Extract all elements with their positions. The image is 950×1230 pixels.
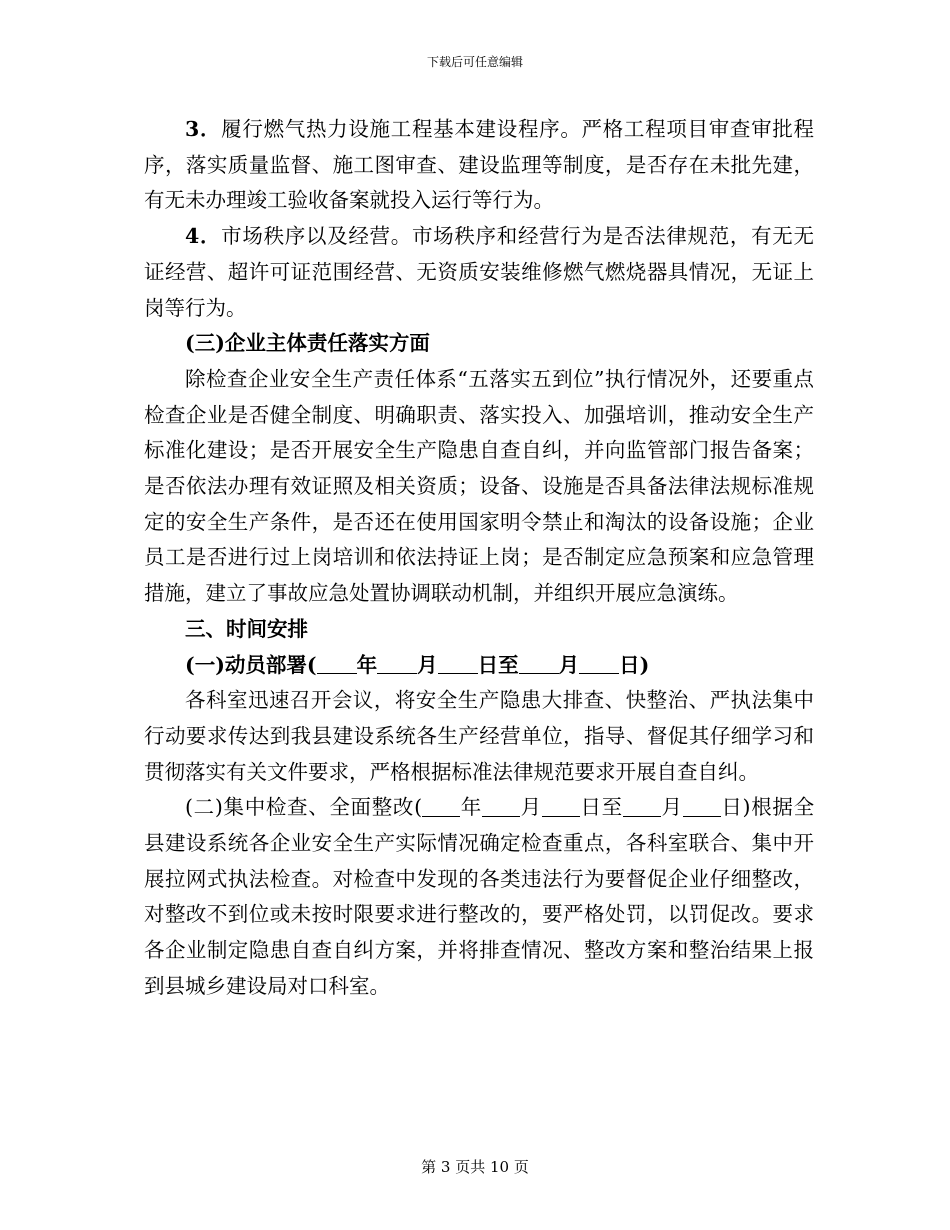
item-number: 4． — [185, 224, 222, 249]
page-header: 下载后可任意编辑 — [426, 55, 523, 69]
blank-field — [482, 795, 520, 817]
blank-field — [377, 653, 417, 675]
paragraph-item-3 — [144, 112, 814, 219]
paragraph-item-4 — [144, 219, 814, 326]
month-label: 月 — [660, 795, 683, 820]
blank-field — [519, 653, 559, 675]
heading-prefix: (二)集中检查、全面整改( — [185, 795, 423, 820]
page-footer: 第 3 页共 10 页 — [421, 1158, 529, 1176]
day-to-label: 日至 — [477, 652, 519, 677]
subheading-mobilization — [144, 648, 814, 684]
paragraph-mobilization: 各科室迅速召开会议，将安全生产隐患大排查、快整治、严执法集中行动要求传达到我县建设系统各生产经营单位，指导、督促其仔细学习和贯彻落实有关文件要求，严格根据标准法律规范要求开展自查自纠。 — [144, 688, 814, 784]
paragraph-inspection — [144, 790, 814, 1004]
paragraph-enterprise-responsibility: 除检查企业安全生产责任体系“五落实五到位”执行情况外，还要重点检查企业是否健全制度、明确职责、落实投入、加强培训，推动安全生产标准化建设；是否开展安全生产隐患自查自纠，并向监管部门报告备案；是否依法办理有效证照及相关资质；设备、设施是否具备法律法规标准规定的安全生产条件，是否还在使用国家明令禁止和淘汰的设备设施；企业员工是否进行过上岗培训和依法持证上岗；是否制定应急预案和应急管理措施，建立了事故应急处置协调联动机制，并组织开展应急演练。 — [144, 366, 814, 606]
month-label: 月 — [558, 652, 580, 677]
blank-field — [422, 795, 460, 817]
year-label: 年 — [460, 795, 482, 820]
section-heading-schedule: 三、时间安排 — [185, 616, 308, 641]
blank-field — [438, 653, 478, 675]
item-number: 3． — [185, 117, 222, 141]
paragraph-text: 根据全县建设系统各企业安全生产实际情况确定检查重点，各科室联合、集中开展拉网式执法检查。对检查中发现的各类违法行为要督促企业仔细整改，对整改不到位或未按时限要求进行整改的，要严格处罚，以罚促改。要求各企业制定隐患自查自纠方案，并将排查情况、整改方案和整治结果上报到县城乡建设局对口科室。 — [144, 795, 815, 998]
month-label: 月 — [417, 652, 438, 677]
day-end-label: 日) — [619, 652, 650, 677]
section-heading-enterprise: (三)企业主体责任落实方面 — [185, 331, 430, 356]
day-end-label: 日) — [720, 795, 751, 820]
year-label: 年 — [356, 652, 378, 677]
paragraph-text: 履行燃气热力设施工程基本建设程序。严格工程项目审查审批程序，落实质量监督、施工图审查、建设监理等制度，是否存在未批先建，有无未办理竣工验收备案就投入运行等行为。 — [144, 117, 815, 213]
paragraph-text: 市场秩序以及经营。市场秩序和经营行为是否法律规范，有无无证经营、超许可证范围经营、无资质安装维修燃气燃烧器具情况，无证上岗等行为。 — [144, 224, 815, 320]
month-label: 月 — [519, 795, 542, 820]
blank-field — [579, 653, 619, 675]
blank-field — [317, 653, 357, 675]
heading-prefix: (一)动员部署( — [185, 652, 317, 677]
document-body — [144, 112, 814, 1005]
day-to-label: 日至 — [579, 795, 623, 820]
blank-field — [542, 795, 580, 817]
blank-field — [683, 795, 721, 817]
blank-field — [623, 795, 661, 817]
